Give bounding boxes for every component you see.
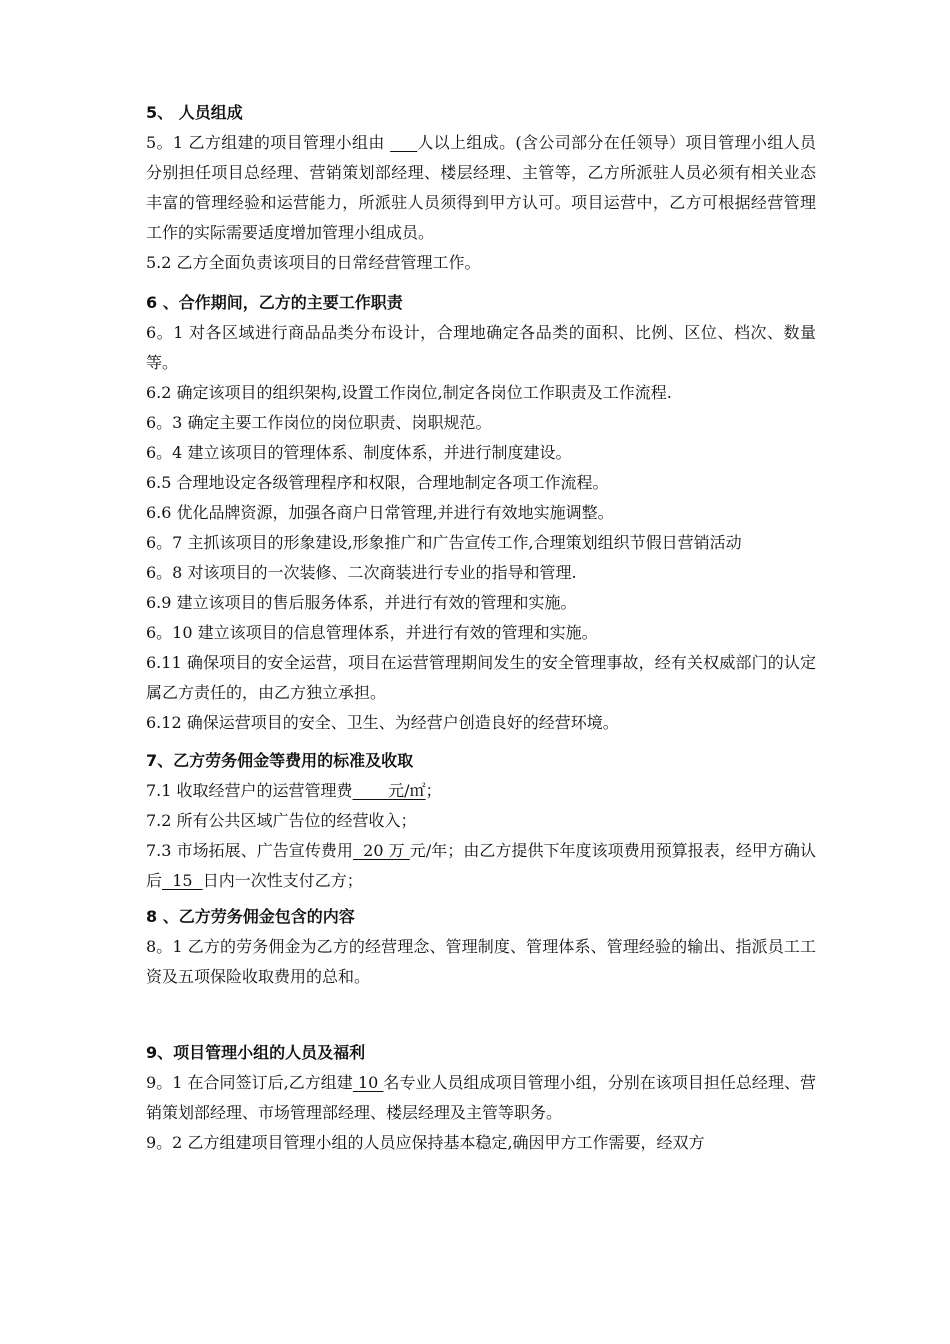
section-9-heading: 9、项目管理小组的人员及福利 <box>146 1043 366 1062</box>
section-5-heading: 5、 人员组成 <box>146 103 243 122</box>
section-5-1-paragraph <box>146 128 816 248</box>
section-9-1-tail: 名专业人员组成项目管理小组，分别在该项目担任总经理、营销策划部经理、市场管理部经理、楼层经理及主管等职务。 <box>146 1073 816 1122</box>
section-6-10-item: 6。10 建立该项目的信息管理体系，并进行有效的管理和实施。 <box>146 623 598 642</box>
section-7-1-text: 7.1 收取经营户的运营管理费 <box>146 781 353 800</box>
section-9-1-text: 9。1 在合同签订后,乙方组建 <box>146 1073 353 1092</box>
section-6-5-item: 6.5 合理地设定各级管理程序和权限，合理地制定各项工作流程。 <box>146 473 609 492</box>
section-5-1-tail: 人以上组成。(含公司部分在任领导）项目管理小组人员分别担任项目总经理、营销策划部经理、楼层经理、主管等，乙方所派驻人员必须有相关业态丰富的管理经验和运营能力，所派驻人员须得到甲方认可。项目运营中，乙方可根据经营管理工作的实际需要适度增加管理小组成员。 <box>146 133 816 242</box>
section-6-9-item: 6.9 建立该项目的售后服务体系，并进行有效的管理和实施。 <box>146 593 577 612</box>
section-7-3-text: 7.3 市场拓展、广告宣传费用 <box>146 841 353 860</box>
section-7-1-blank: 元/㎡ <box>352 781 426 800</box>
section-5-1-text: 5。1 乙方组建的项目管理小组由 <box>146 133 391 152</box>
section-6-11-item: 6.11 确保项目的安全运营，项目在运营管理期间发生的安全管理事故，经有关权威部门的认定属乙方责任的，由乙方独立承担。 <box>146 653 816 702</box>
document-body <box>146 98 816 1158</box>
section-6-heading: 6 、合作期间，乙方的主要工作职责 <box>146 293 403 312</box>
section-8-heading: 8 、乙方劳务佣金包含的内容 <box>146 907 355 926</box>
section-7-3-tail: 日内一次性支付乙方； <box>202 871 363 890</box>
section-6-7-item: 6。7 主抓该项目的形象建设,形象推广和广告宣传工作,合理策划组织节假日营销活动 <box>146 533 742 552</box>
section-7-3-blank-days: 15 <box>162 871 203 890</box>
section-6-12-item: 6.12 确保运营项目的安全、卫生、为经营户创造良好的经营环境。 <box>146 713 619 732</box>
section-9-1-blank: 10 <box>352 1073 384 1092</box>
section-6-8-item: 6。8 对该项目的一次装修、二次商装进行专业的指导和管理. <box>146 563 577 582</box>
section-8-1-paragraph: 8。1 乙方的劳务佣金为乙方的经营理念、管理制度、管理体系、管理经验的输出、指派员工工资及五项保险收取费用的总和。 <box>146 937 816 986</box>
section-5-2-paragraph: 5.2 乙方全面负责该项目的日常经营管理工作。 <box>146 253 481 272</box>
section-7-1-tail: ； <box>425 781 442 800</box>
section-7-1-item <box>146 776 816 806</box>
section-7-3-blank-amount: 20 万 <box>352 841 410 860</box>
section-6-3-item: 6。3 确定主要工作岗位的岗位职责、岗职规范。 <box>146 413 492 432</box>
section-7-3-mid: 元/年；由乙方提供下年度该项费用预算报表，经甲方确认后 <box>146 841 816 890</box>
section-6-2-item: 6.2 确定该项目的组织架构,设置工作岗位,制定各岗位工作职责及工作流程. <box>146 383 672 402</box>
section-7-3-item <box>146 836 816 896</box>
section-6-1-item: 6。1 对各区域进行商品品类分布设计，合理地确定各品类的面积、比例、区位、档次、数量等。 <box>146 323 816 372</box>
section-6-6-item: 6.6 优化品牌资源，加强各商户日常管理,并进行有效地实施调整。 <box>146 503 614 522</box>
section-7-heading: 7、乙方劳务佣金等费用的标准及收取 <box>146 751 414 770</box>
section-5-1-blank <box>390 133 417 152</box>
section-6-4-item: 6。4 建立该项目的管理体系、制度体系，并进行制度建设。 <box>146 443 572 462</box>
section-9-1-paragraph <box>146 1068 816 1128</box>
section-7-2-item: 7.2 所有公共区域广告位的经营收入； <box>146 811 417 830</box>
section-9-2-paragraph: 9。2 乙方组建项目管理小组的人员应保持基本稳定,确因甲方工作需要，经双方 <box>146 1133 705 1152</box>
